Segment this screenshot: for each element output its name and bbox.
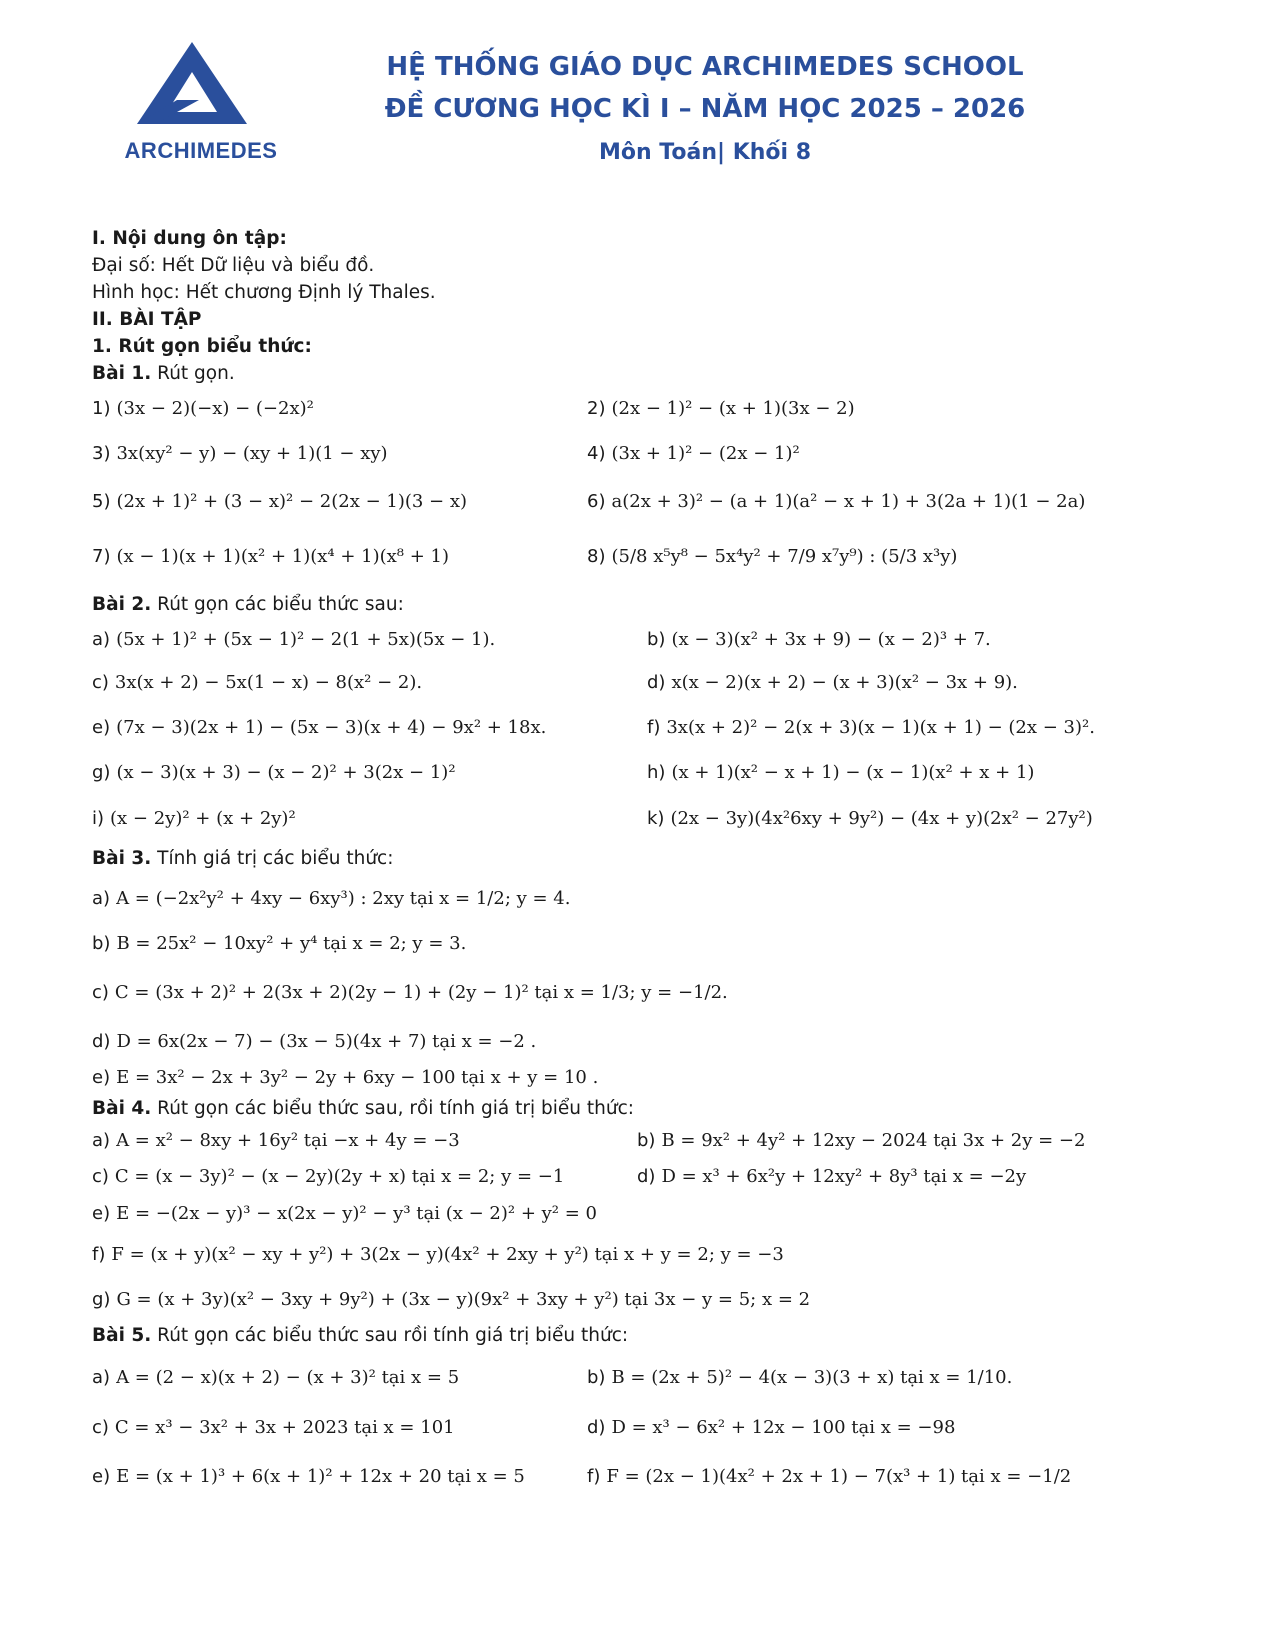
exercise-expression: a(2x + 3)² − (a + 1)(a² − x + 1) + 3(2a + 1)(1 − 2a) xyxy=(611,490,1086,512)
exercise-item xyxy=(92,1130,637,1151)
geometry-scope: Hình học: Hết chương Định lý Thales. xyxy=(92,282,436,303)
exercise-number: 6) xyxy=(587,490,606,512)
bai2-label: Bài 2. xyxy=(92,594,152,615)
bai3-exercise-list xyxy=(92,872,1242,1095)
logo-text: ARCHIMEDES xyxy=(124,138,278,163)
exercise-number: g) xyxy=(92,762,111,783)
exercise-number: d) xyxy=(647,672,666,693)
bai4-heading xyxy=(92,1095,1242,1122)
exercise-row xyxy=(92,1194,1242,1232)
exercise-item xyxy=(587,443,800,464)
exercise-expression: (x − 1)(x + 1)(x² + 1)(x⁴ + 1)(x⁸ + 1) xyxy=(116,545,450,567)
bai2-heading xyxy=(92,591,1242,618)
exercise-row xyxy=(92,1448,1242,1504)
exercise-item xyxy=(92,1289,1242,1310)
exercise-number: d) xyxy=(637,1165,656,1187)
exercise-expression: B = 25x² − 10xy² + y⁴ tại x = 2; y = 3. xyxy=(116,932,467,954)
exercise-item xyxy=(92,1166,637,1187)
bai1-exercise-list xyxy=(92,387,1242,587)
exercise-expression: (3x − 2)(−x) − (−2x)² xyxy=(116,398,314,419)
exercise-number: f) xyxy=(92,1244,106,1265)
exercise-row xyxy=(92,1060,1242,1095)
archimedes-logo xyxy=(100,42,280,162)
exercise-item xyxy=(587,1367,1012,1388)
bai2-text: Rút gọn các biểu thức sau: xyxy=(157,594,404,615)
exercise-number: b) xyxy=(92,932,111,954)
exercise-item xyxy=(92,1203,1242,1224)
exercise-row xyxy=(92,1022,1242,1060)
exercise-item xyxy=(647,629,991,650)
exercise-number: b) xyxy=(587,1367,606,1388)
exercise-item xyxy=(637,1166,1026,1187)
exercise-item xyxy=(92,443,587,464)
exercise-expression: (5/8 x⁵y⁸ − 5x⁴y² + 7/9 x⁷y⁹) : (5/3 x³y) xyxy=(611,545,958,567)
exercise-expression: (x + 1)(x² − x + 1) − (x − 1)(x² + x + 1) xyxy=(671,762,1035,783)
exercise-item xyxy=(587,546,957,567)
exercise-expression: A = (2 − x)(x + 2) − (x + 3)² tại x = 5 xyxy=(116,1367,460,1388)
exercise-number: i) xyxy=(92,807,105,829)
exercise-expression: (2x − 1)² − (x + 1)(3x − 2) xyxy=(611,398,855,419)
exercise-item xyxy=(92,629,647,650)
exercise-number: 8) xyxy=(587,545,606,567)
exercise-item xyxy=(647,762,1034,783)
bai3-text: Tính giá trị các biểu thức: xyxy=(157,848,394,869)
exercise-number: f) xyxy=(587,1465,601,1487)
algebra-scope: Đại số: Hết Dữ liệu và biểu đồ. xyxy=(92,255,375,276)
exercise-number: c) xyxy=(92,672,109,693)
exercise-number: c) xyxy=(92,1416,109,1438)
exercise-number: a) xyxy=(92,887,111,909)
exercise-item xyxy=(92,1067,1242,1088)
exercise-expression: (5x + 1)² + (5x − 1)² − 2(1 + 5x)(5x − 1). xyxy=(116,628,496,650)
exercise-item xyxy=(587,1417,955,1438)
exercise-number: 5) xyxy=(92,490,111,512)
bai1-text: Rút gọn. xyxy=(157,363,235,384)
exercise-number: 1) xyxy=(92,398,111,419)
exercise-row xyxy=(92,618,1242,660)
exercise-expression: F = (x + y)(x² − xy + y²) + 3(2x − y)(4x² + 2xy + y²) tại x + y = 2; y = −3 xyxy=(111,1244,784,1265)
exercise-row xyxy=(92,750,1242,795)
bai4-text: Rút gọn các biểu thức sau, rồi tính giá trị biểu thức: xyxy=(157,1098,634,1119)
exercise-number: e) xyxy=(92,1202,111,1224)
exercise-expression: x(x − 2)(x + 2) − (x + 3)(x² − 3x + 9). xyxy=(671,672,1018,693)
exercise-expression: C = x³ − 3x² + 3x + 2023 tại x = 101 xyxy=(114,1416,455,1438)
exercise-item xyxy=(92,491,587,512)
exercise-expression: (x − 3)(x² + 3x + 9) − (x − 2)³ + 7. xyxy=(671,628,991,650)
bai1-heading xyxy=(92,360,1242,387)
exercise-expression: B = (2x + 5)² − 4(x − 3)(3 + x) tại x = 1/10. xyxy=(611,1367,1013,1388)
exercise-number: k) xyxy=(647,807,665,829)
exercise-item xyxy=(647,672,1018,693)
exercise-number: c) xyxy=(92,1165,109,1187)
bai5-label: Bài 5. xyxy=(92,1325,152,1346)
exercise-row xyxy=(92,705,1242,750)
exercise-number: d) xyxy=(92,1030,111,1052)
exercise-expression: E = (x + 1)³ + 6(x + 1)² + 12x + 20 tại x = 5 xyxy=(116,1465,525,1487)
subject-grade: Môn Toán| Khối 8 xyxy=(598,140,812,165)
exercise-number: a) xyxy=(92,1367,111,1388)
exercise-row xyxy=(92,1122,1242,1158)
bai1-label: Bài 1. xyxy=(92,363,152,384)
exercise-number: e) xyxy=(92,1465,111,1487)
bai4-exercise-list xyxy=(92,1122,1242,1322)
logo-triangle-icon xyxy=(137,42,247,124)
exercise-item xyxy=(587,1466,1071,1487)
exercise-row xyxy=(92,387,1242,430)
exercise-number: d) xyxy=(587,1416,606,1438)
exercise-item xyxy=(92,672,647,693)
exercise-row xyxy=(92,924,1242,962)
bai5-text: Rút gọn các biểu thức sau rồi tính giá trị biểu thức: xyxy=(157,1325,629,1346)
section1-title: I. Nội dung ôn tập: xyxy=(92,228,287,249)
exercise-expression: D = x³ + 6x²y + 12xy² + 8y³ tại x = −2y xyxy=(661,1165,1027,1187)
exercise-item xyxy=(647,808,1093,829)
exercise-item xyxy=(92,808,647,829)
exercise-expression: F = (2x − 1)(4x² + 2x + 1) − 7(x³ + 1) tại x = −1/2 xyxy=(606,1465,1072,1487)
exercise-expression: (x − 2y)² + (x + 2y)² xyxy=(110,807,296,829)
school-title: HỆ THỐNG GIÁO DỤC ARCHIMEDES SCHOOL xyxy=(386,52,1024,82)
exercise-expression: 3x(x + 2)² − 2(x + 3)(x − 1)(x + 1) − (2x − 3)². xyxy=(666,717,1095,738)
exercise-row xyxy=(92,1232,1242,1277)
exercise-item xyxy=(647,717,1095,738)
exercise-expression: 3x(x + 2) − 5x(1 − x) − 8(x² − 2). xyxy=(114,672,423,693)
exercise-expression: B = 9x² + 4y² + 12xy − 2024 tại 3x + 2y = −2 xyxy=(661,1129,1086,1151)
exercise-item xyxy=(92,933,1242,954)
bai5-exercise-list xyxy=(92,1349,1242,1504)
exercise-item xyxy=(92,888,1242,909)
exercise-row xyxy=(92,795,1242,841)
exercise-number: b) xyxy=(647,628,666,650)
exercise-expression: D = 6x(2x − 7) − (3x − 5)(4x + 7) tại x = −2 . xyxy=(116,1030,537,1052)
exercise-number: b) xyxy=(637,1129,656,1151)
exercise-row xyxy=(92,1406,1242,1448)
exercise-number: h) xyxy=(647,762,666,783)
exercise-number: f) xyxy=(647,717,661,738)
bai2-exercise-list xyxy=(92,618,1242,841)
exercise-expression: A = x² − 8xy + 16y² tại −x + 4y = −3 xyxy=(116,1129,460,1151)
exercise-expression: (3x + 1)² − (2x − 1)² xyxy=(611,443,800,464)
exercise-number: 3) xyxy=(92,443,111,464)
exercise-row xyxy=(92,477,1242,525)
outline-title: ĐỀ CƯƠNG HỌC KÌ I – NĂM HỌC 2025 – 2026 xyxy=(384,94,1026,124)
exercise-item xyxy=(92,1367,587,1388)
exercise-item xyxy=(92,546,587,567)
exercise-number: 2) xyxy=(587,398,606,419)
exercise-number: e) xyxy=(92,1067,111,1088)
bai4-label: Bài 4. xyxy=(92,1098,152,1119)
bai3-heading xyxy=(92,845,1242,872)
exercise-expression: (7x − 3)(2x + 1) − (5x − 3)(x + 4) − 9x² + 18x. xyxy=(116,717,547,738)
bai3-label: Bài 3. xyxy=(92,848,152,869)
exercise-row xyxy=(92,1158,1242,1194)
exercise-expression: G = (x + 3y)(x² − 3xy + 9y²) + (3x − y)(9x² + 3xy + y²) tại 3x − y = 5; x = 2 xyxy=(116,1289,811,1310)
exercise-expression: E = −(2x − y)³ − x(2x − y)² − y³ tại (x − 2)² + y² = 0 xyxy=(116,1202,598,1224)
exercise-number: g) xyxy=(92,1289,111,1310)
exercise-item xyxy=(587,398,855,419)
document-body xyxy=(92,225,1242,1504)
subsection1-title: 1. Rút gọn biểu thức: xyxy=(92,336,312,357)
exercise-row xyxy=(92,1349,1242,1406)
exercise-item xyxy=(92,717,647,738)
exercise-expression: (2x − 3y)(4x²6xy + 9y²) − (4x + y)(2x² − 27y²) xyxy=(670,807,1093,829)
exercise-row xyxy=(92,872,1242,924)
exercise-expression: A = (−2x²y² + 4xy − 6xy³) : 2xy tại x = 1/2; y = 4. xyxy=(116,887,571,909)
exercise-item xyxy=(92,982,1242,1003)
exercise-item xyxy=(92,1031,1242,1052)
exercise-expression: C = (3x + 2)² + 2(3x + 2)(2y − 1) + (2y − 1)² tại x = 1/3; y = −1/2. xyxy=(114,981,728,1003)
exercise-expression: D = x³ − 6x² + 12x − 100 tại x = −98 xyxy=(611,1416,956,1438)
exercise-row xyxy=(92,1277,1242,1322)
exercise-expression: (x − 3)(x + 3) − (x − 2)² + 3(2x − 1)² xyxy=(116,762,456,783)
document-header xyxy=(380,46,1030,174)
exercise-expression: 3x(xy² − y) − (xy + 1)(1 − xy) xyxy=(116,443,388,464)
exercise-item xyxy=(92,1417,587,1438)
exercise-row xyxy=(92,430,1242,477)
exercise-item xyxy=(92,1466,587,1487)
exercise-expression: C = (x − 3y)² − (x − 2y)(2y + x) tại x = 2; y = −1 xyxy=(114,1165,565,1187)
exercise-expression: E = 3x² − 2x + 3y² − 2y + 6xy − 100 tại x + y = 10 . xyxy=(116,1067,599,1088)
exercise-number: a) xyxy=(92,1129,111,1151)
exercise-number: c) xyxy=(92,981,109,1003)
exercise-number: a) xyxy=(92,628,111,650)
exercise-item xyxy=(637,1130,1085,1151)
exercise-item xyxy=(92,762,647,783)
exercise-item xyxy=(92,398,587,419)
exercise-row xyxy=(92,525,1242,587)
exercise-number: e) xyxy=(92,717,111,738)
exercise-item xyxy=(587,491,1085,512)
bai5-heading xyxy=(92,1322,1242,1349)
exercise-number: 7) xyxy=(92,545,111,567)
exercise-row xyxy=(92,660,1242,705)
exercise-number: 4) xyxy=(587,443,606,464)
exercise-expression: (2x + 1)² + (3 − x)² − 2(2x − 1)(3 − x) xyxy=(116,490,468,512)
exercise-item xyxy=(92,1244,1242,1265)
section2-title: II. BÀI TẬP xyxy=(92,309,202,330)
exercise-row xyxy=(92,962,1242,1022)
